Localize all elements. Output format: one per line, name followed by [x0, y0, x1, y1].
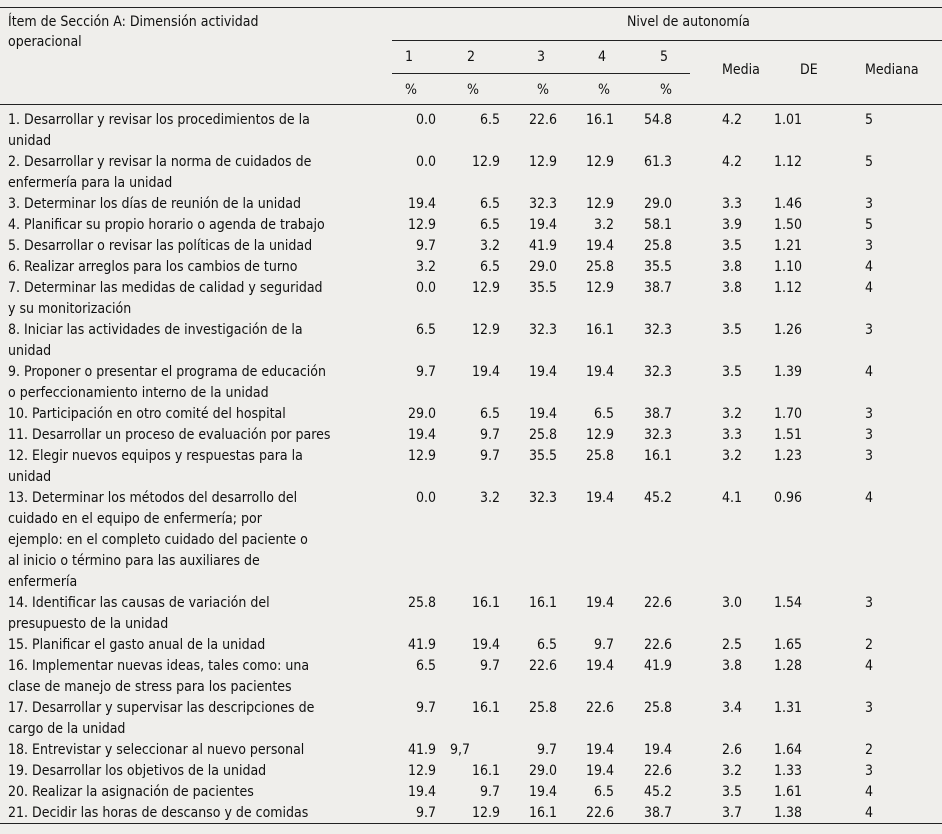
media-value: 2.6 — [722, 742, 743, 758]
item-label-line: 18. Entrevistar y seleccionar al nuevo personal — [8, 742, 305, 758]
de-value: 1.39 — [773, 364, 802, 380]
level-1-percent: 19.4 — [407, 784, 436, 800]
de-value: 1.10 — [773, 259, 802, 275]
level-4-percent: 19.4 — [585, 490, 614, 506]
item-label — [0, 635, 392, 656]
item-label-line: ejemplo: en el completo cuidado del paciente o — [8, 532, 308, 548]
item-label-line: al inicio o término para las auxiliares de — [8, 553, 260, 569]
mediana-value: 3 — [865, 322, 874, 338]
level-2-percent: 6.5 — [479, 259, 500, 275]
media-value: 3.5 — [722, 784, 743, 800]
level-3-percent: 19.4 — [528, 364, 557, 380]
level-3-percent: 29.0 — [528, 259, 557, 275]
item-label-line: 19. Desarrollar los objetivos de la unidad — [8, 763, 267, 779]
level-5-percent: 22.6 — [643, 595, 672, 611]
level-5-percent: 38.7 — [643, 805, 672, 821]
level-3-percent: 16.1 — [528, 805, 557, 821]
level-1-percent: 9.7 — [415, 364, 436, 380]
item-label-line: 17. Desarrollar y supervisar las descripciones de — [8, 700, 315, 716]
table-row — [0, 110, 942, 152]
item-label — [0, 362, 392, 404]
item-label — [0, 152, 392, 194]
level-5-percent: 61.3 — [643, 154, 672, 170]
level-1-percent: 41.9 — [407, 637, 436, 653]
level-header-4: 4 — [598, 49, 607, 65]
level-3-percent: 35.5 — [528, 280, 557, 296]
level-3-percent: 29.0 — [528, 763, 557, 779]
item-label-line: 1. Desarrollar y revisar los procedimientos de la — [8, 112, 310, 128]
media-value: 3.5 — [722, 238, 743, 254]
item-label-line: 2. Desarrollar y revisar la norma de cuidados de — [8, 154, 312, 170]
media-value: 3.2 — [722, 406, 743, 422]
item-label-line: 9. Proponer o presentar el programa de educación — [8, 364, 326, 380]
media-value: 3.8 — [722, 280, 743, 296]
table-row — [0, 656, 942, 698]
level-5-percent: 38.7 — [643, 406, 672, 422]
table-row — [0, 740, 942, 761]
item-label-line: 13. Determinar los métodos del desarrollo del — [8, 490, 298, 506]
item-label — [0, 803, 392, 824]
level-3-percent: 35.5 — [528, 448, 557, 464]
item-label — [0, 446, 392, 488]
table-row — [0, 215, 942, 236]
level-2-percent: 3.2 — [479, 490, 500, 506]
percent-header-3: % — [537, 82, 549, 98]
item-label — [0, 425, 392, 446]
item-label-line: 5. Desarrollar o revisar las políticas de la unidad — [8, 238, 313, 254]
item-label-line: cargo de la unidad — [8, 721, 126, 737]
de-value: 1.51 — [773, 427, 802, 443]
de-value: 1.54 — [773, 595, 802, 611]
mediana-value: 5 — [865, 112, 874, 128]
mediana-value: 4 — [865, 658, 874, 674]
level-1-percent: 19.4 — [407, 427, 436, 443]
mediana-header: Mediana — [865, 62, 919, 78]
mediana-value: 4 — [865, 364, 874, 380]
level-1-percent: 12.9 — [407, 763, 436, 779]
item-label-line: unidad — [8, 343, 52, 359]
level-4-percent: 16.1 — [585, 322, 614, 338]
media-value: 3.8 — [722, 658, 743, 674]
level-3-percent: 16.1 — [528, 595, 557, 611]
mediana-value: 4 — [865, 490, 874, 506]
level-3-percent: 6.5 — [536, 637, 557, 653]
level-3-percent: 12.9 — [528, 154, 557, 170]
level-1-percent: 6.5 — [415, 658, 436, 674]
media-header: Media — [722, 62, 760, 78]
table-row — [0, 593, 942, 635]
level-1-percent: 19.4 — [407, 196, 436, 212]
top-rule — [0, 7, 942, 8]
media-value: 3.7 — [722, 805, 743, 821]
de-value: 1.21 — [773, 238, 802, 254]
de-value: 1.23 — [773, 448, 802, 464]
level-1-percent: 0.0 — [415, 280, 436, 296]
item-label-line: y su monitorización — [8, 301, 132, 317]
level-2-percent: 12.9 — [471, 154, 500, 170]
item-label-line: 12. Elegir nuevos equipos y respuestas para la — [8, 448, 303, 464]
level-header-5: 5 — [660, 49, 669, 65]
mediana-value: 4 — [865, 259, 874, 275]
level-header-1: 1 — [405, 49, 414, 65]
item-label — [0, 257, 392, 278]
level-1-percent: 9.7 — [415, 700, 436, 716]
level-5-percent: 16.1 — [643, 448, 672, 464]
table-row — [0, 761, 942, 782]
table-row — [0, 362, 942, 404]
level-2-percent: 9,7 — [450, 742, 471, 758]
media-value: 3.9 — [722, 217, 743, 233]
level-1-percent: 41.9 — [407, 742, 436, 758]
level-3-percent: 19.4 — [528, 784, 557, 800]
media-value: 3.0 — [722, 595, 743, 611]
level-2-percent: 9.7 — [479, 427, 500, 443]
item-label-line: presupuesto de la unidad — [8, 616, 169, 632]
item-label-line: enfermería para la unidad — [8, 175, 173, 191]
item-label — [0, 782, 392, 803]
media-value: 3.3 — [722, 427, 743, 443]
item-label-line: 16. Implementar nuevas ideas, tales como: una — [8, 658, 310, 674]
media-value: 3.3 — [722, 196, 743, 212]
de-value: 1.61 — [773, 784, 802, 800]
table-row — [0, 425, 942, 446]
table-row — [0, 803, 942, 824]
level-4-percent: 25.8 — [585, 448, 614, 464]
percent-header-2: % — [467, 82, 479, 98]
mediana-value: 3 — [865, 427, 874, 443]
level-5-percent: 29.0 — [643, 196, 672, 212]
media-value: 4.2 — [722, 112, 743, 128]
item-label-line: o perfeccionamiento interno de la unidad — [8, 385, 269, 401]
de-value: 0.96 — [773, 490, 802, 506]
level-4-percent: 9.7 — [593, 637, 614, 653]
de-value: 1.28 — [773, 658, 802, 674]
item-label — [0, 110, 392, 152]
table-row — [0, 278, 942, 320]
level-2-percent: 12.9 — [471, 280, 500, 296]
media-value: 3.4 — [722, 700, 743, 716]
table-row — [0, 194, 942, 215]
item-label-line: 14. Identificar las causas de variación del — [8, 595, 270, 611]
level-4-percent: 12.9 — [585, 280, 614, 296]
level-3-percent: 19.4 — [528, 217, 557, 233]
de-value: 1.01 — [773, 112, 802, 128]
de-value: 1.12 — [773, 154, 802, 170]
table-row — [0, 152, 942, 194]
item-label — [0, 656, 392, 698]
item-label — [0, 236, 392, 257]
level-3-percent: 32.3 — [528, 196, 557, 212]
level-4-percent: 19.4 — [585, 742, 614, 758]
level-3-percent: 32.3 — [528, 322, 557, 338]
de-value: 1.50 — [773, 217, 802, 233]
de-header: DE — [800, 62, 818, 78]
item-label-line: 21. Decidir las horas de descanso y de comidas — [8, 805, 309, 821]
level-4-percent: 19.4 — [585, 658, 614, 674]
level-header-3: 3 — [537, 49, 546, 65]
level-2-percent: 6.5 — [479, 196, 500, 212]
media-value: 3.5 — [722, 322, 743, 338]
level-2-percent: 16.1 — [471, 763, 500, 779]
level-4-percent: 12.9 — [585, 196, 614, 212]
level-2-percent: 3.2 — [479, 238, 500, 254]
level-5-percent: 41.9 — [643, 658, 672, 674]
level-3-percent: 9.7 — [536, 742, 557, 758]
level-5-percent: 32.3 — [643, 364, 672, 380]
item-label-line: unidad — [8, 469, 52, 485]
level-5-percent: 25.8 — [643, 238, 672, 254]
item-label — [0, 404, 392, 425]
level-5-percent: 22.6 — [643, 763, 672, 779]
level-5-percent: 35.5 — [643, 259, 672, 275]
de-value: 1.70 — [773, 406, 802, 422]
item-label-line: 10. Participación en otro comité del hospital — [8, 406, 286, 422]
item-label-line: 15. Planificar el gasto anual de la unidad — [8, 637, 266, 653]
group-header-rule — [392, 40, 942, 41]
mediana-value: 3 — [865, 448, 874, 464]
media-value: 2.5 — [722, 637, 743, 653]
item-label — [0, 488, 392, 593]
level-3-percent: 41.9 — [528, 238, 557, 254]
level-4-percent: 3.2 — [593, 217, 614, 233]
mediana-value: 3 — [865, 196, 874, 212]
level-4-percent: 19.4 — [585, 364, 614, 380]
item-label — [0, 320, 392, 362]
item-label-line: 20. Realizar la asignación de pacientes — [8, 784, 254, 800]
item-label-line: 3. Determinar los días de reunión de la unidad — [8, 196, 301, 212]
level-1-percent: 9.7 — [415, 238, 436, 254]
level-5-percent: 32.3 — [643, 322, 672, 338]
level-4-percent: 22.6 — [585, 805, 614, 821]
mediana-value: 4 — [865, 805, 874, 821]
level-5-percent: 45.2 — [643, 784, 672, 800]
level-1-percent: 0.0 — [415, 490, 436, 506]
level-4-percent: 12.9 — [585, 427, 614, 443]
bottom-rule — [0, 823, 942, 824]
level-2-percent: 16.1 — [471, 595, 500, 611]
de-value: 1.31 — [773, 700, 802, 716]
item-label-line: 8. Iniciar las actividades de investigación de la — [8, 322, 303, 338]
percent-header-1: % — [405, 82, 417, 98]
level-4-percent: 19.4 — [585, 238, 614, 254]
level-1-percent: 6.5 — [415, 322, 436, 338]
level-2-percent: 9.7 — [479, 658, 500, 674]
level-3-percent: 25.8 — [528, 427, 557, 443]
group-header-nivel-autonomia: Nivel de autonomía — [627, 14, 750, 30]
table-row — [0, 446, 942, 488]
de-value: 1.46 — [773, 196, 802, 212]
level-1-percent: 12.9 — [407, 448, 436, 464]
level-4-percent: 25.8 — [585, 259, 614, 275]
level-5-percent: 19.4 — [643, 742, 672, 758]
mediana-value: 2 — [865, 637, 874, 653]
table-row — [0, 404, 942, 425]
level-4-percent: 19.4 — [585, 763, 614, 779]
mediana-value: 4 — [865, 784, 874, 800]
level-2-percent: 12.9 — [471, 805, 500, 821]
mediana-value: 5 — [865, 217, 874, 233]
level-2-percent: 12.9 — [471, 322, 500, 338]
item-label — [0, 698, 392, 740]
item-label — [0, 215, 392, 236]
header-bottom-rule — [0, 104, 942, 105]
mediana-value: 3 — [865, 238, 874, 254]
item-label-line: cuidado en el equipo de enfermería; por — [8, 511, 262, 527]
item-label — [0, 740, 392, 761]
media-value: 4.2 — [722, 154, 743, 170]
item-label — [0, 278, 392, 320]
table-row — [0, 635, 942, 656]
level-2-percent: 16.1 — [471, 700, 500, 716]
level-4-percent: 6.5 — [593, 784, 614, 800]
level-5-percent: 22.6 — [643, 637, 672, 653]
level-5-percent: 25.8 — [643, 700, 672, 716]
media-value: 3.2 — [722, 763, 743, 779]
level-2-percent: 19.4 — [471, 637, 500, 653]
level-4-percent: 16.1 — [585, 112, 614, 128]
mediana-value: 3 — [865, 700, 874, 716]
de-value: 1.64 — [773, 742, 802, 758]
de-value: 1.38 — [773, 805, 802, 821]
mediana-value: 3 — [865, 595, 874, 611]
level-2-percent: 6.5 — [479, 217, 500, 233]
level-2-percent: 6.5 — [479, 406, 500, 422]
table-row — [0, 257, 942, 278]
level-5-percent: 38.7 — [643, 280, 672, 296]
level-2-percent: 9.7 — [479, 448, 500, 464]
mediana-value: 5 — [865, 154, 874, 170]
mediana-value: 3 — [865, 406, 874, 422]
level-header-2: 2 — [467, 49, 476, 65]
level-4-percent: 22.6 — [585, 700, 614, 716]
level-1-percent: 0.0 — [415, 112, 436, 128]
item-label-line: 4. Planificar su propio horario o agenda de trabajo — [8, 217, 325, 233]
level-1-percent: 25.8 — [407, 595, 436, 611]
level-1-percent: 9.7 — [415, 805, 436, 821]
item-label — [0, 593, 392, 635]
level-5-percent: 45.2 — [643, 490, 672, 506]
mediana-value: 2 — [865, 742, 874, 758]
level-3-percent: 25.8 — [528, 700, 557, 716]
item-label — [0, 194, 392, 215]
level-3-percent: 32.3 — [528, 490, 557, 506]
media-value: 3.5 — [722, 364, 743, 380]
mediana-value: 4 — [865, 280, 874, 296]
table-row — [0, 236, 942, 257]
media-value: 3.2 — [722, 448, 743, 464]
level-4-percent: 6.5 — [593, 406, 614, 422]
percent-header-5: % — [660, 82, 672, 98]
level-3-percent: 22.6 — [528, 658, 557, 674]
level-4-percent: 12.9 — [585, 154, 614, 170]
item-label-line: enfermería — [8, 574, 78, 590]
item-column-header-line-1: Ítem de Sección A: Dimensión actividad — [8, 14, 259, 30]
level-2-percent: 19.4 — [471, 364, 500, 380]
level-5-percent: 54.8 — [643, 112, 672, 128]
media-value: 3.8 — [722, 259, 743, 275]
table-row — [0, 698, 942, 740]
level-3-percent: 22.6 — [528, 112, 557, 128]
item-label-line: clase de manejo de stress para los pacientes — [8, 679, 292, 695]
item-label-line: 6. Realizar arreglos para los cambios de turno — [8, 259, 298, 275]
item-column-header-line-2: operacional — [8, 34, 82, 50]
level-4-percent: 19.4 — [585, 595, 614, 611]
table-row — [0, 488, 942, 593]
level-1-percent: 3.2 — [415, 259, 436, 275]
de-value: 1.26 — [773, 322, 802, 338]
level-1-percent: 0.0 — [415, 154, 436, 170]
level-2-percent: 6.5 — [479, 112, 500, 128]
mediana-value: 3 — [865, 763, 874, 779]
level-5-percent: 58.1 — [643, 217, 672, 233]
table-row — [0, 782, 942, 803]
percent-header-4: % — [598, 82, 610, 98]
table-body — [0, 110, 942, 824]
level-1-percent: 12.9 — [407, 217, 436, 233]
level-3-percent: 19.4 — [528, 406, 557, 422]
level-1-percent: 29.0 — [407, 406, 436, 422]
media-value: 4.1 — [722, 490, 743, 506]
item-label — [0, 761, 392, 782]
de-value: 1.33 — [773, 763, 802, 779]
table-row — [0, 320, 942, 362]
levels-rule — [392, 73, 690, 74]
item-label-line: 11. Desarrollar un proceso de evaluación por pares — [8, 427, 331, 443]
item-label-line: unidad — [8, 133, 52, 149]
item-label-line: 7. Determinar las medidas de calidad y seguridad — [8, 280, 323, 296]
level-2-percent: 9.7 — [479, 784, 500, 800]
de-value: 1.12 — [773, 280, 802, 296]
level-5-percent: 32.3 — [643, 427, 672, 443]
de-value: 1.65 — [773, 637, 802, 653]
